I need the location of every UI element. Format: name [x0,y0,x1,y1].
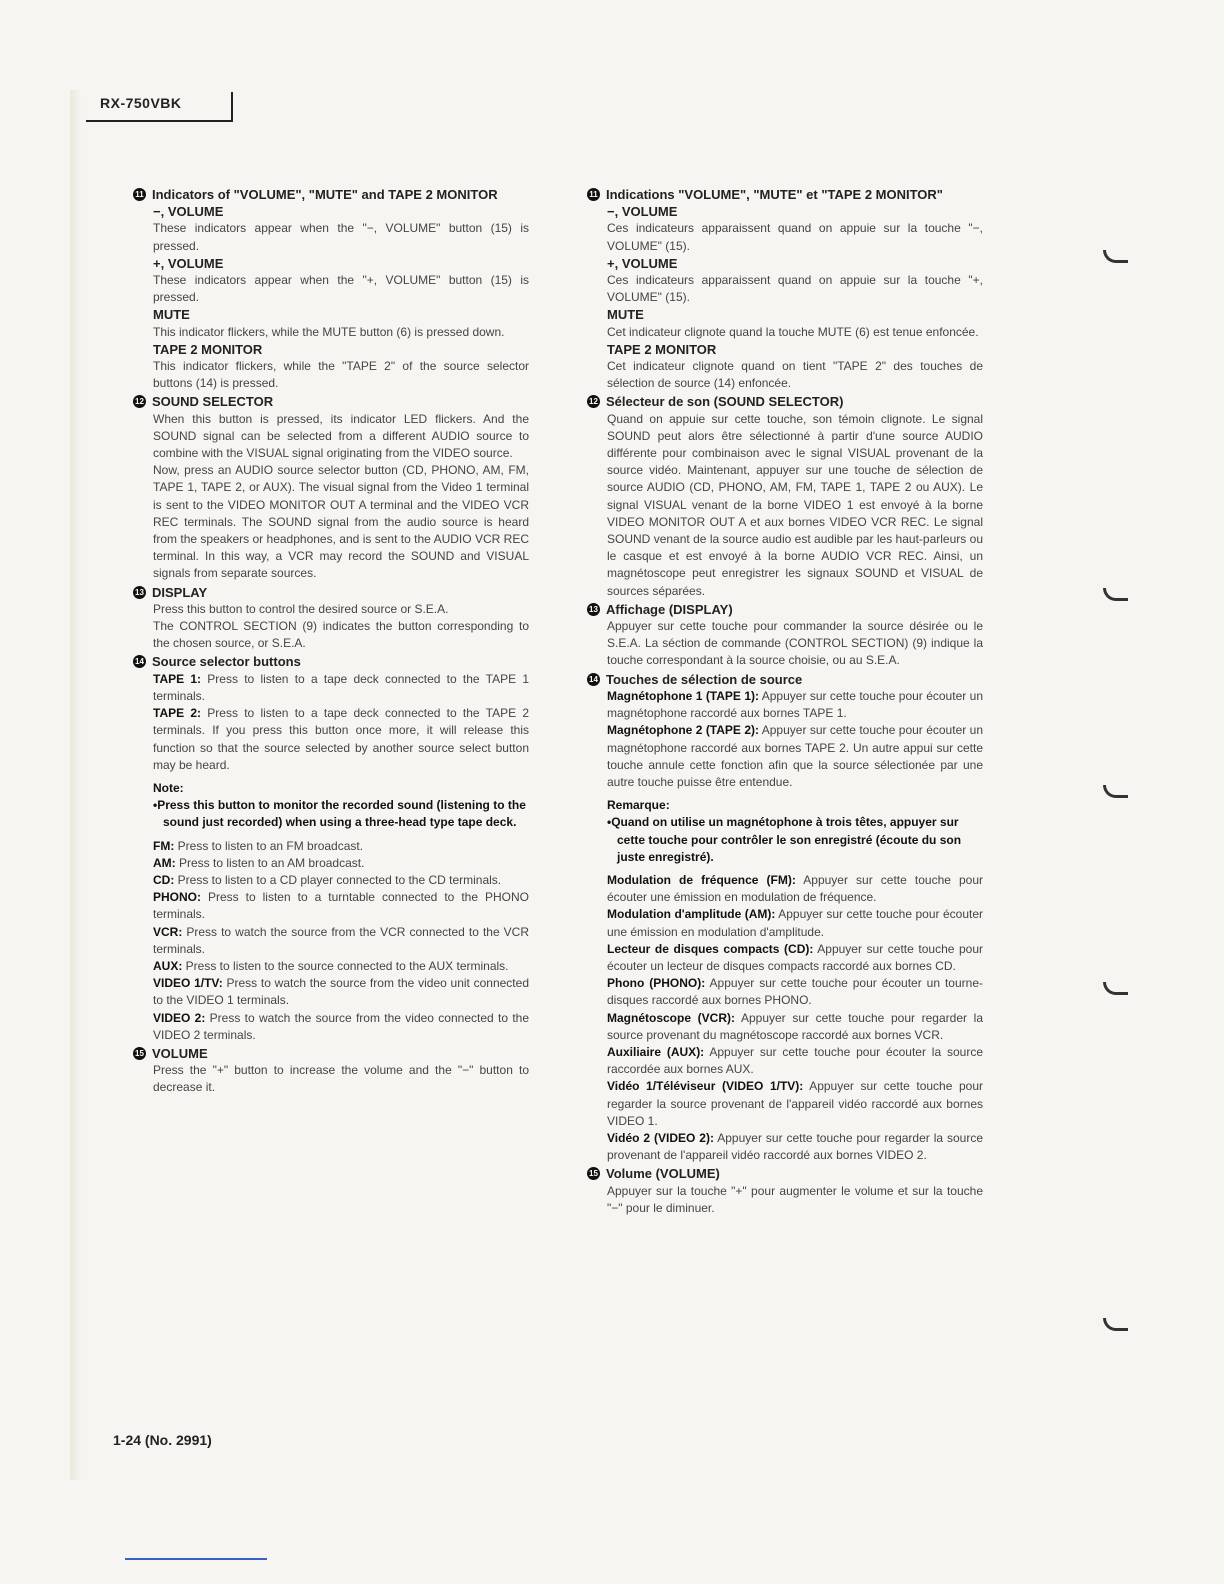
note-text: •Press this button to monitor the recorded sound (listening to the sound just recorded) when using a three-head type tape deck. [153,798,526,830]
paragraph: These indicators appear when the "+, VOLUME" button (15) is pressed. [153,273,529,305]
paragraph: The CONTROL SECTION (9) indicates the button corresponding to the chosen source, or S.E.A. [153,619,529,651]
binding-hole-mark [1103,588,1128,601]
definition-video2: Vidéo 2 (VIDEO 2): Appuyer sur cette touche pour regarder la source provenant de l'appareil vidéo raccordé aux bornes VIDEO 2. [607,1130,983,1163]
note-label: Note: [153,780,184,795]
subheading: +, VOLUME [153,255,224,271]
definition-phono: PHONO: Press to listen to a turntable connected to the PHONO terminals. [153,890,529,922]
subheading: −, VOLUME [153,204,224,220]
paragraph: Quand on appuie sur cette touche, son témoin clignote. Le signal SOUND peut alors être sélectionné à partir d'une source AUDIO différente pour combinaison avec le signal VISUAL provenant de la source vidéo. Maintenant, appuyer sur une touche de sélection de source AUDIO (CD, PHONO, AM, FM, TAPE 1, TAPE 2 ou AUX). Le signal VISUAL venant de la borne VIDEO 1 est envoyé à la borne VIDEO MONITOR OUT A et aux bornes VIDEO VCR REC. Le signal SOUND venant de la source audio est audible par les haut-parleurs ou le casque et est envoyé à la borne AUDIO VCR REC. Ainsi, un magnétoscope peut enregistrer les signaux SOUND et VISUAL de sources séparées. [607,411,983,598]
paragraph: Ces indicateurs apparaissent quand on appuie sur la touche "+, VOLUME" (15). [607,273,983,305]
section-number-badge: 13 [133,586,146,599]
paragraph: Now, press an AUDIO source selector button (CD, PHONO, AM, FM, TAPE 1, TAPE 2, or AUX). The visual signal from the Video 1 terminal is sent to the VIDEO MONITOR OUT A terminal and the VIDEO VCR REC terminals. The SOUND signal from the audio source is heard from the speakers or headphones, and is sent to the AUDIO VCR REC terminal. In this way, a VCR may record the SOUND and VISUAL signals from separate sources. [153,463,529,581]
section-number-badge: 15 [133,1047,146,1060]
section-title: Indicators of "VOLUME", "MUTE" and TAPE 2 MONITOR [152,187,498,202]
definition-vcr: Magnétoscope (VCR): Appuyer sur cette touche pour regarder la source provenant du magnétoscope raccordé aux bornes VCR. [607,1010,983,1042]
page-number-footer: 1-24 (No. 2991) [113,1432,212,1448]
paragraph: When this button is pressed, its indicator LED flickers. And the SOUND signal can be selected from a different AUDIO source to combine with the VISUAL signal originating from the VIDEO source. [153,411,529,461]
paragraph: Appuyer sur cette touche pour commander la source désirée ou le S.E.A. La séction de commande (CONTROL SECTION) (9) indique la touche correspondant à la source choisie, ou au S.E.A. [607,619,983,668]
binding-hole-mark [1103,1318,1128,1331]
paragraph: Cet indicateur clignote quand on tient "TAPE 2" des touches de sélection de source (14) enfoncée. [607,359,983,391]
section-12 [587,393,983,599]
paragraph: Press the "+" button to increase the volume and the "−" button to decrease it. [153,1063,529,1095]
definition-tape1: TAPE 1: Press to listen to a tape deck connected to the TAPE 1 terminals. [153,671,529,703]
section-title: Sélecteur de son (SOUND SELECTOR) [606,394,844,410]
subheading: TAPE 2 MONITOR [607,341,717,357]
section-11 [587,186,983,392]
section-title: Affichage (DISPLAY) [606,601,733,617]
definition-am: AM: Press to listen to an AM broadcast. [153,855,365,870]
definition-tape2: Magnétophone 2 (TAPE 2): Appuyer sur cette touche pour écouter un magnétophone raccordé aux bornes TAPE 2. Un autre appui sur cette touche annule cette fonction afin que la source sélectionée par une autre touche puisse être entendue. [607,723,983,789]
section-title: Source selector buttons [152,654,301,670]
paragraph: This indicator flickers, while the "TAPE 2" of the source selector buttons (14) is pressed. [153,359,529,391]
section-title: Touches de sélection de source [606,671,803,687]
section-title: DISPLAY [152,584,208,600]
note-label: Remarque: [607,798,670,813]
english-column [133,186,529,1098]
definition-aux: Auxiliaire (AUX): Appuyer sur cette touche pour écouter la source raccordée aux bornes AUX. [607,1044,983,1077]
section-15 [587,1165,983,1217]
definition-cd: CD: Press to listen to a CD player connected to the CD terminals. [153,872,502,887]
definition-vcr: VCR: Press to watch the source from the VCR connected to the VCR terminals. [153,924,529,956]
section-title: SOUND SELECTOR [152,394,274,410]
paragraph: Press this button to control the desired source or S.E.A. [153,601,449,616]
section-number-badge: 13 [587,603,600,616]
header-rule-horizontal [86,120,233,122]
definition-cd: Lecteur de disques compacts (CD): Appuyer sur cette touche pour écouter un lecteur de disques compacts raccordé aux bornes CD. [607,941,984,973]
section-number-badge: 11 [587,188,600,201]
definition-fm: FM: Press to listen to an FM broadcast. [153,838,364,853]
header-rule-vertical [231,92,233,122]
section-14 [133,653,529,1043]
section-title: Indications "VOLUME", "MUTE" et "TAPE 2 MONITOR" [606,187,943,202]
section-12 [133,393,529,582]
subheading: TAPE 2 MONITOR [153,341,263,357]
paragraph: This indicator flickers, while the MUTE button (6) is pressed down. [153,324,505,339]
section-13 [587,601,983,670]
binding-hole-mark [1103,250,1128,263]
section-11 [133,186,529,392]
section-number-badge: 14 [133,655,146,668]
section-number-badge: 15 [587,1167,600,1180]
definition-tape2: TAPE 2: Press to listen to a tape deck connected to the TAPE 2 terminals. If you press this button once more, it will release this function so that the source selected by another source select button may be heard. [153,706,529,772]
paragraph: Cet indicateur clignote quand la touche MUTE (6) est tenue enfoncée. [607,324,979,339]
section-number-badge: 12 [133,395,146,408]
subheading: MUTE [607,307,644,323]
subheading: MUTE [153,307,190,323]
bottom-link-underline [125,1558,267,1560]
note-text: •Quand on utilise un magnétophone à trois têtes, appuyer sur cette touche pour contrôler le son enregistré (écoute du son juste enregistré). [607,815,962,864]
section-title: VOLUME [152,1045,208,1061]
section-title: Volume (VOLUME) [606,1166,720,1182]
definition-video1: VIDEO 1/TV: Press to watch the source from the video unit connected to the VIDEO 1 terminals. [153,976,529,1008]
definition-am: Modulation d'amplitude (AM): Appuyer sur cette touche pour écouter une émission en modulation d'amplitude. [607,907,983,939]
binding-hole-mark [1103,785,1128,798]
subheading: +, VOLUME [607,255,678,271]
binding-hole-mark [1103,982,1128,995]
definition-tape1: Magnétophone 1 (TAPE 1): Appuyer sur cette touche pour écouter un magnétophone raccordé aux bornes TAPE 1. [607,688,983,721]
definition-fm: Modulation de fréquence (FM): Appuyer sur cette touche pour écouter une émission en modulation de fréquence. [607,872,984,905]
section-15 [133,1045,529,1097]
paragraph: Ces indicateurs apparaissent quand on appuie sur la touche "−, VOLUME" (15). [607,221,983,253]
section-number-badge: 14 [587,673,600,686]
section-number-badge: 12 [587,395,600,408]
definition-phono: Phono (PHONO): Appuyer sur cette touche pour écouter un tourne-disques raccordé aux bornes PHONO. [607,976,983,1008]
model-header: RX-750VBK [100,95,182,111]
definition-aux: AUX: Press to listen to the source connected to the AUX terminals. [153,958,509,973]
definition-video1: Vidéo 1/Téléviseur (VIDEO 1/TV): Appuyer sur cette touche pour regarder la source provenant de l'appareil vidéo raccordé aux bornes VIDEO 1. [607,1079,983,1128]
paragraph: Appuyer sur la touche "+" pour augmenter le volume et sur la touche "−" pour le diminuer. [607,1183,983,1215]
subheading: −, VOLUME [607,204,678,220]
section-13 [133,584,529,653]
section-14 [587,671,983,1165]
section-number-badge: 11 [133,188,146,201]
page-edge-shadow [70,90,82,1480]
paragraph: These indicators appear when the "−, VOLUME" button (15) is pressed. [153,221,529,253]
definition-video2: VIDEO 2: Press to watch the source from the video connected to the VIDEO 2 terminals. [153,1010,529,1042]
french-column [587,186,983,1218]
